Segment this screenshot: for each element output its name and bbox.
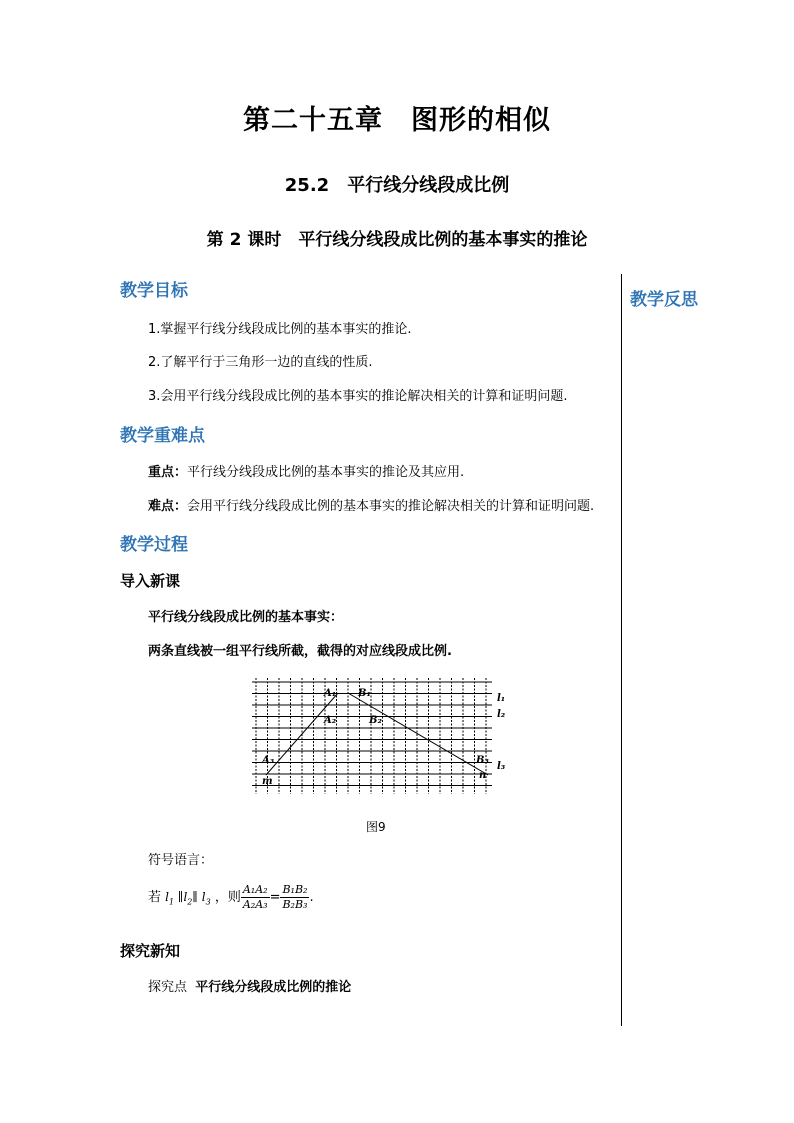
fraction-b-numerator: B₁B₂: [282, 883, 308, 896]
formula-equals: =: [269, 890, 281, 905]
lesson-title: 第 2 课时 平行线分线段成比例的基本事实的推论: [206, 230, 588, 250]
fraction-a: [241, 883, 270, 912]
fraction-a-denominator: A₂A₃: [242, 898, 268, 911]
intro-heading: 导入新课: [120, 572, 181, 590]
label-a1: A₁: [324, 688, 337, 699]
objective-item-2: 2.了解平行于三角形一边的直线的性质.: [148, 355, 373, 370]
label-l3: l₃: [497, 761, 506, 772]
fraction-b: [280, 883, 309, 912]
formula-l2-sub: 2: [187, 897, 193, 907]
fraction-b-denominator: B₂B₃: [282, 898, 308, 911]
difficult-point-label: 难点：: [148, 499, 188, 514]
label-m: m: [262, 776, 273, 787]
chapter-title: 第二十五章 图形的相似: [243, 105, 551, 136]
formula-then: ，则: [214, 890, 241, 905]
key-point-text: 平行线分线段成比例的基本事实的推论及其应用.: [187, 465, 465, 480]
figure-caption: 图9: [366, 820, 386, 834]
symbol-formula: [148, 883, 314, 912]
key-point: [148, 461, 464, 480]
symbol-label: 符号语言：: [148, 853, 214, 868]
label-n: n: [479, 770, 487, 781]
objective-item-3: 3.会用平行线分线段成比例的基本事实的推论解决相关的计算和证明问题.: [148, 389, 568, 404]
process-heading: 教学过程: [120, 535, 188, 555]
formula-par1: ∥l: [174, 890, 188, 904]
fact-text: 两条直线被一组平行线所截，截得的对应线段成比例.: [148, 644, 452, 659]
objective-item-1: 1.掌握平行线分线段成比例的基本事实的推论.: [148, 322, 412, 337]
formula-end: .: [309, 890, 314, 905]
grid-lines: [252, 678, 492, 794]
formula-l1-sub: 1: [169, 897, 175, 907]
explore-heading: 探究新知: [120, 942, 181, 960]
explore-point: [148, 976, 351, 995]
formula-par2: ∥ l: [192, 890, 206, 904]
label-b1: B₁: [358, 688, 371, 699]
label-b2: B₂: [369, 715, 382, 726]
figure-9: [252, 676, 512, 800]
label-a3: A₃: [262, 755, 275, 766]
key-points-heading: 教学重难点: [120, 426, 205, 446]
formula-l1: l: [165, 890, 169, 904]
label-a2: A₂: [324, 715, 337, 726]
formula-l3-sub: 3: [205, 897, 211, 907]
difficult-point-text: 会用平行线分线段成比例的基本事实的推论解决相关的计算和证明问题.: [187, 499, 595, 514]
label-l1: l₁: [497, 693, 506, 704]
section-title: 25.2 平行线分线段成比例: [284, 175, 510, 196]
difficult-point: [148, 495, 594, 514]
explore-point-title: 平行线分线段成比例的推论: [195, 980, 352, 995]
formula-if: 若: [148, 890, 162, 905]
reflection-heading: 教学反思: [630, 290, 698, 310]
label-b3: B₃: [476, 755, 489, 766]
label-l2: l₂: [497, 709, 506, 720]
fraction-a-numerator: A₁A₂: [242, 883, 268, 896]
fact-title: 平行线分线段成比例的基本事实：: [148, 610, 344, 625]
explore-point-label: 探究点: [148, 980, 188, 995]
column-divider: [621, 274, 622, 1026]
key-point-label: 重点：: [148, 465, 188, 480]
objectives-heading: 教学目标: [120, 281, 188, 301]
